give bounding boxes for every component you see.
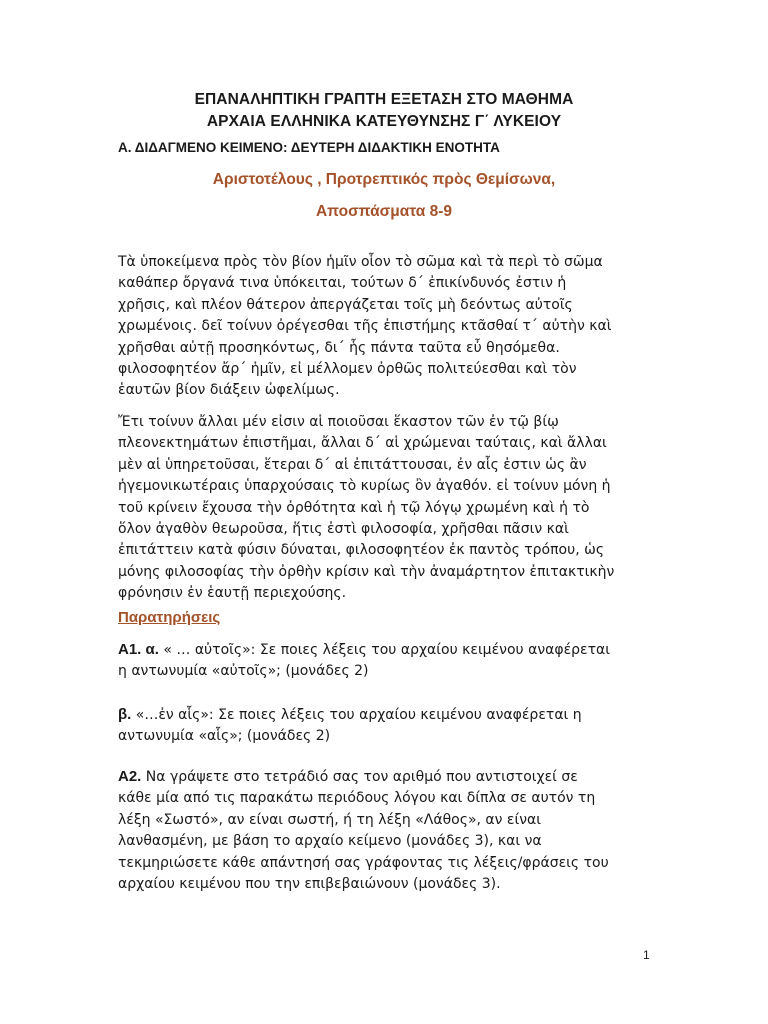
text-line: ἐπιτάττειν κατὰ φύσιν δύναται, φιλοσοφητέον ἐκ παντὸς τρόπου, ὡς — [118, 542, 605, 559]
text-line: χρωμένοις. δεῖ τοίνυν ὀρέγεσθαι τῆς ἐπιστήμης κτᾶσθαί τ΄ αὐτὴν καὶ — [118, 318, 612, 335]
question-line: αντωνυμία «αἷς»; (μονάδες 2) — [118, 728, 331, 745]
text-line: μὲν αἱ ὑπηρετοῦσαι, ἕτεραι δ΄ αἱ ἐπιτάττουσαι, ἐν αἷς ἐστιν ὡς ἂν — [118, 456, 587, 473]
question-label: Α2. — [118, 768, 142, 785]
notes-heading: Παρατηρήσεις — [118, 609, 221, 626]
ancient-text-paragraph-2 — [118, 412, 658, 605]
text-line: τοῦ κρίνειν ἔχουσα τὴν ὀρθότητα καὶ ἡ τῷ λόγῳ χρωμένη καὶ ἡ τὸ — [118, 499, 590, 516]
text-line: φιλοσοφητέον ἄρ΄ ἡμῖν, εἰ μέλλομεν ὀρθῶς πολιτεύεσθαι καὶ τὸν — [118, 361, 577, 378]
question-line: λέξη «Σωστό», αν είναι σωστή, ή τη λέξη «Λάθος», αν είναι — [118, 811, 541, 828]
exam-title-line-2: ΑΡΧΑΙΑ ΕΛΛΗΝΙΚΑ ΚΑΤΕΥΘΥΝΣΗΣ Γ΄ ΛΥΚΕΙΟΥ — [206, 113, 562, 130]
question-line — [118, 704, 658, 726]
question-line: λανθασμένη, με βάση το αρχαίο κείμενο (μονάδες 3), και να — [118, 833, 542, 850]
question-text: Να γράψετε στο τετράδιό σας τον αριθμό που αντιστοιχεί σε — [141, 769, 578, 785]
text-line: Ἔτι τοίνυν ἄλλαι μέν εἰσιν αἱ ποιοῦσαι ἕκαστον τῶν ἐν τῷ βίῳ — [118, 414, 559, 430]
text-line: ἑαυτῶν βίον διάξειν ὠφελίμως. — [118, 382, 340, 399]
text-line: ὅλον ἀγαθὸν θεωροῦσα, ἥτις ἐστὶ φιλοσοφία, χρῆσθαι πᾶσιν καὶ — [118, 521, 569, 538]
question-line: κάθε μία από τις παρακάτω περιόδους λόγου και δίπλα σε αυτόν τη — [118, 790, 596, 807]
question-a1a — [118, 639, 658, 683]
text-line: χρῆσις, καὶ πλέον θάτερον ἀπεργάζεται τοῖς μὴ δεόντως αὐτοῖς — [118, 296, 573, 313]
question-a2 — [118, 766, 658, 895]
question-label: β. — [118, 706, 132, 723]
question-label: Α1. α. — [118, 641, 159, 658]
question-a1b — [118, 704, 658, 748]
question-line: αρχαίου κειμένου που την επιβεβαιώνουν (μονάδες 3). — [118, 876, 501, 893]
section-heading: Α. ΔΙΔΑΓΜΕΝΟ ΚΕΙΜΕΝΟ: ΔΕΥΤΕΡΗ ΔΙΔΑΚΤΙΚΗ ΕΝΟΤΗΤΑ — [118, 140, 500, 155]
question-line: η αντωνυμία «αὐτοῖς»; (μονάδες 2) — [118, 663, 369, 680]
text-line: Τὰ ὑποκείμενα πρὸς τὸν βίον ἡμῖν οἷον τὸ σῶμα καὶ τὰ περὶ τὸ σῶμα — [118, 254, 603, 270]
work-title: Αριστοτέλους , Προτρεπτικός πρὸς Θεμίσωνα, — [212, 171, 556, 188]
question-line — [118, 766, 658, 788]
exam-title-line-1: ΕΠΑΝΑΛΗΠΤΙΚΗ ΓΡΑΠΤΗ ΕΞΕΤΑΣΗ ΣΤΟ ΜΑΘΗΜΑ — [194, 91, 574, 108]
question-line — [118, 639, 658, 661]
text-line: χρῆσθαι αὐτῇ προσηκόντως, δι΄ ἧς πάντα ταῦτα εὖ θησόμεθα. — [118, 339, 560, 356]
ancient-text-paragraph-1 — [118, 252, 658, 402]
text-line: μόνης φιλοσοφίας τὴν ὀρθὴν κρίσιν καὶ τὴν ἀναμάρτητον ἐπιτακτικὴν — [118, 563, 615, 580]
page-number: 1 — [643, 948, 650, 962]
question-text: « … αὐτοῖς»: Σε ποιες λέξεις του αρχαίου κειμένου αναφέρεται — [158, 642, 611, 658]
text-line: πλεονεκτημάτων ἐπιστῆμαι, ἄλλαι δ΄ αἱ χρώμεναι ταύταις, καὶ ἄλλαι — [118, 435, 607, 452]
question-text: «…ἐν αἷς»: Σε ποιες λέξεις του αρχαίου κειμένου αναφέρεται η — [131, 707, 582, 723]
text-line: φρόνησιν ἐν ἑαυτῇ περιεχούσης. — [118, 585, 347, 602]
work-fragments: Αποσπάσματα 8-9 — [315, 203, 452, 220]
text-line: καθάπερ ὄργανά τινα ὑπόκειται, τούτων δ΄ ἐπικίνδυνός ἐστιν ἡ — [118, 275, 567, 292]
question-line: τεκμηριώσετε κάθε απάντησή σας γράφοντας τις λέξεις/φράσεις του — [118, 854, 609, 871]
text-line: ἡγεμονικωτέραις ὑπαρχούσαις τὸ κυρίως ὂν ἀγαθόν. εἰ τοίνυν μόνη ἡ — [118, 478, 611, 495]
